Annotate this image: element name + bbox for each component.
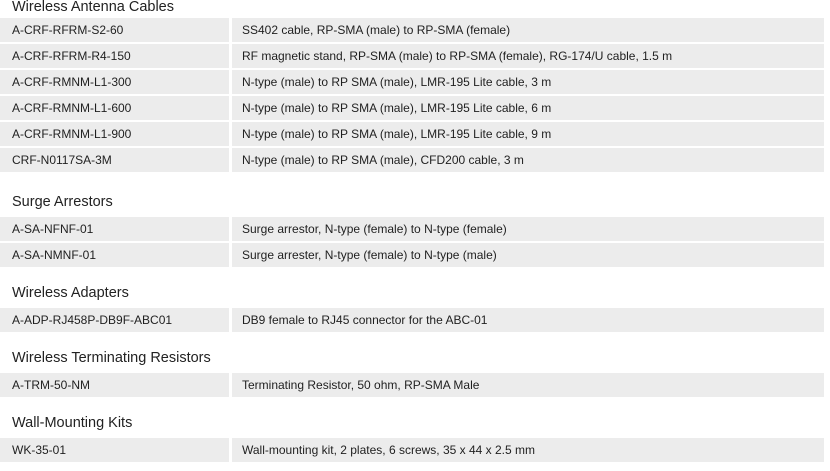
part-description: Terminating Resistor, 50 ohm, RP-SMA Male [232,373,824,397]
table-row [0,44,830,68]
part-code: A-CRF-RMNM-L1-300 [0,70,229,94]
part-code: A-CRF-RMNM-L1-600 [0,96,229,120]
part-code: A-CRF-RFRM-R4-150 [0,44,229,68]
part-description: Wall-mounting kit, 2 plates, 6 screws, 35 x 44 x 2.5 mm [232,438,824,462]
part-code: WK-35-01 [0,438,229,462]
part-description: N-type (male) to RP SMA (male), LMR-195 Lite cable, 9 m [232,122,824,146]
part-description: RF magnetic stand, RP-SMA (male) to RP-SMA (female), RG-174/U cable, 1.5 m [232,44,824,68]
section-wireless-antenna-cables [0,0,830,172]
table-row [0,217,830,241]
table-row [0,373,830,397]
section-title: Surge Arrestors [12,194,113,210]
section-wireless-terminating-resistors [0,347,830,397]
section-wireless-adapters [0,282,830,332]
table-row [0,96,830,120]
table-row [0,438,830,462]
part-description: Surge arrestor, N-type (female) to N-type (female) [232,217,824,241]
part-code: A-CRF-RFRM-S2-60 [0,18,229,42]
table-row [0,18,830,42]
table-row [0,243,830,267]
table-row [0,148,830,172]
part-code: A-CRF-RMNM-L1-900 [0,122,229,146]
section-title: Wireless Adapters [12,285,129,301]
table-row [0,70,830,94]
table-row [0,122,830,146]
part-code: A-SA-NFNF-01 [0,217,229,241]
part-description: N-type (male) to RP SMA (male), LMR-195 Lite cable, 6 m [232,96,824,120]
section-title: Wall-Mounting Kits [12,415,133,431]
section-wall-mounting-kits [0,412,830,462]
part-code: A-TRM-50-NM [0,373,229,397]
part-description: N-type (male) to RP SMA (male), LMR-195 Lite cable, 3 m [232,70,824,94]
table-row [0,308,830,332]
section-title: Wireless Antenna Cables [12,0,174,15]
part-description: SS402 cable, RP-SMA (male) to RP-SMA (female) [232,18,824,42]
part-description: N-type (male) to RP SMA (male), CFD200 cable, 3 m [232,148,824,172]
part-code: A-SA-NMNF-01 [0,243,229,267]
section-title: Wireless Terminating Resistors [12,350,211,366]
part-description: DB9 female to RJ45 connector for the ABC-01 [232,308,824,332]
part-code: A-ADP-RJ458P-DB9F-ABC01 [0,308,229,332]
part-description: Surge arrester, N-type (female) to N-type (male) [232,243,824,267]
part-code: CRF-N0117SA-3M [0,148,229,172]
section-surge-arrestors [0,191,830,267]
